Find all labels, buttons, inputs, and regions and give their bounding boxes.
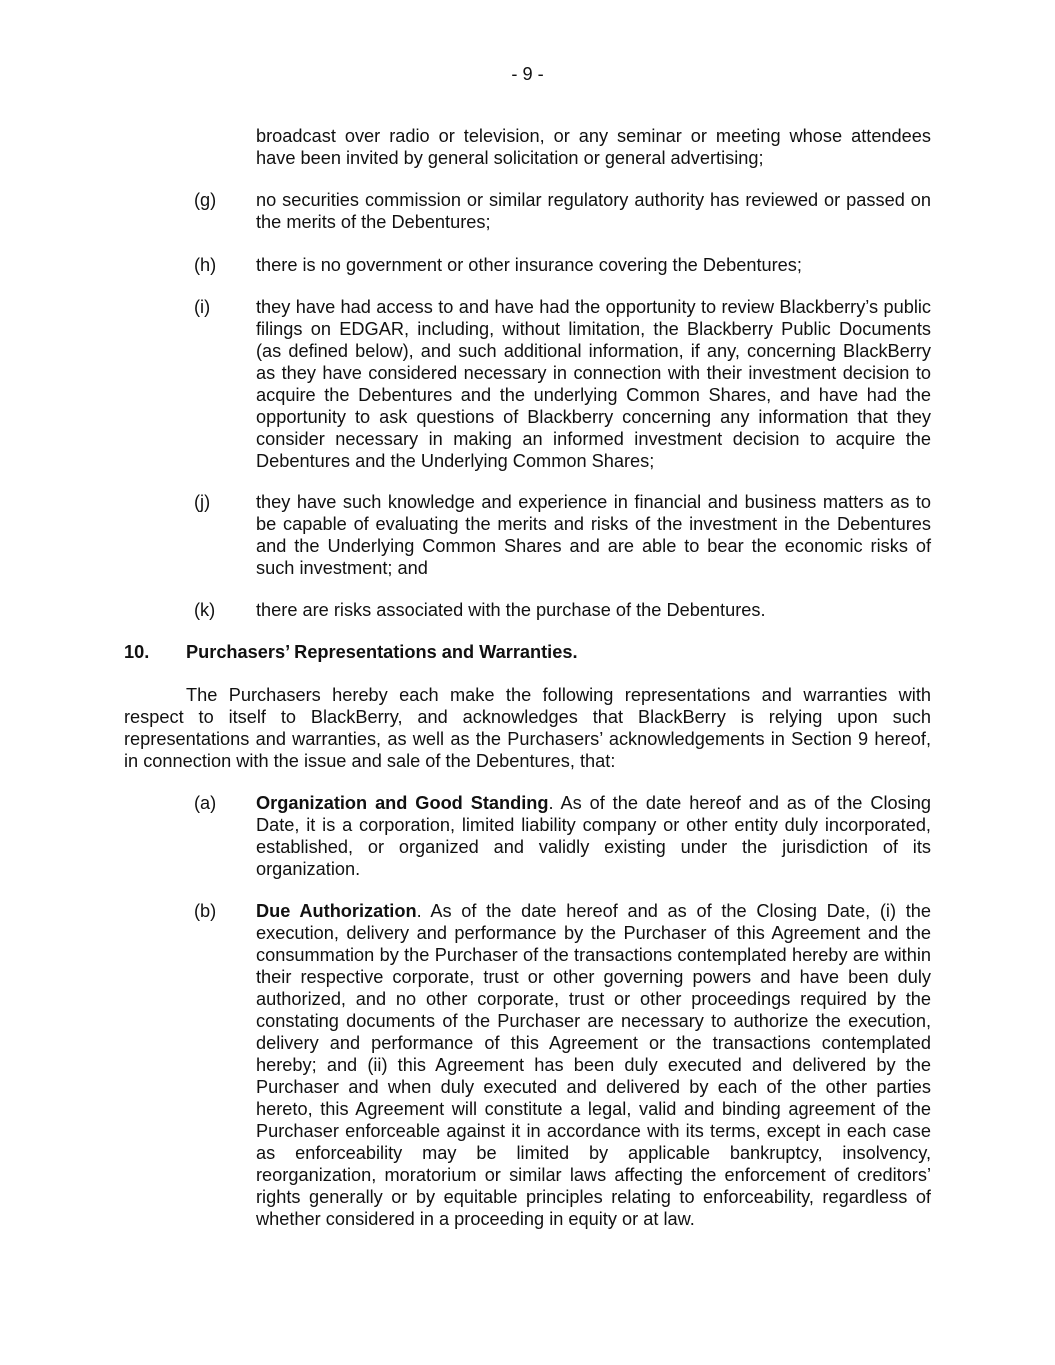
list-item-label: (i): [194, 297, 211, 317]
page-number: - 9 -: [511, 64, 544, 84]
list-item-label: (j): [194, 492, 211, 512]
list-item-text: there are risks associated with the purchase of the Debentures.: [256, 600, 766, 620]
list-item-label: (g): [194, 190, 217, 210]
list-item-label: (h): [194, 255, 217, 275]
section-number: 10.: [124, 642, 150, 662]
list-item-text: they have had access to and have had the opportunity to review Blackberry’s public filings on EDGAR, including, without limitation, the Blackberry Public Documents (as defined below), and such additional information, if any, concerning BlackBerry as they have considered necessary in connection with their investment decision to acquire the Debentures and the underlying Common Shares, and have had the opportunity to ask questions of Blackberry concerning any information that they consider necessary in making an informed investment decision to acquire the Debentures and the Underlying Common Shares;: [256, 297, 931, 471]
continuation-paragraph: broadcast over radio or television, or any seminar or meeting whose attendees have been invited by general solicitation or general advertising;: [256, 126, 931, 168]
list-item-label: (b): [194, 901, 217, 921]
defined-term: Due Authorization: [256, 901, 417, 921]
list-item-text: [256, 900, 931, 1230]
list-item-body: . As of the date hereof and as of the Closing Date, it is a corporation, limited liability company or other entity duly incorporated, established, or organized and validly existing under the jurisdiction of its organization.: [256, 793, 931, 879]
list-item-body: . As of the date hereof and as of the Closing Date, (i) the execution, delivery and performance by the Purchaser of this Agreement and the consummation by the Purchaser of the transactions contemplated hereby are within their respective corporate, trust or other governing powers and have been duly authorized, and no other corporate, trust or other proceedings required by the constating documents of the Purchaser are necessary to authorize the execution, delivery and performance of this Agreement or the transactions contemplated hereby; and (ii) this Agreement has been duly executed and delivered by the Purchaser and when duly executed and delivered by each of the other parties hereto, this Agreement will constitute a legal, valid and binding agreement of the Purchaser enforceable against it in accordance with its terms, except in each case as enforceability may be limited by applicable bankruptcy, insolvency, reorganization, moratorium or similar laws affecting the enforcement of creditors’ rights generally or by equitable principles relating to enforceability, regardless of whether considered in a proceeding in equity or at law.: [256, 901, 931, 1229]
list-item-text: there is no government or other insurance covering the Debentures;: [256, 255, 802, 275]
list-item-label: (a): [194, 793, 217, 813]
section-title: Purchasers’ Representations and Warranties.: [186, 642, 578, 662]
defined-term: Organization and Good Standing: [256, 793, 549, 813]
section-intro-paragraph: The Purchasers hereby each make the following representations and warranties with respect to itself to BlackBerry, and acknowledges that BlackBerry is relying upon such representations and warranties, as well as the Purchasers’ acknowledgements in Section 9 hereof, in connection with the issue and sale of the Debentures, that:: [124, 685, 931, 771]
list-item-text: [256, 792, 931, 880]
list-item-label: (k): [194, 600, 216, 620]
list-item-text: no securities commission or similar regulatory authority has reviewed or passed on the merits of the Debentures;: [256, 190, 931, 232]
list-item-text: they have such knowledge and experience in financial and business matters as to be capable of evaluating the merits and risks of the investment in the Debentures and the Underlying Common Shares and are able to bear the economic risks of such investment; and: [256, 492, 931, 578]
